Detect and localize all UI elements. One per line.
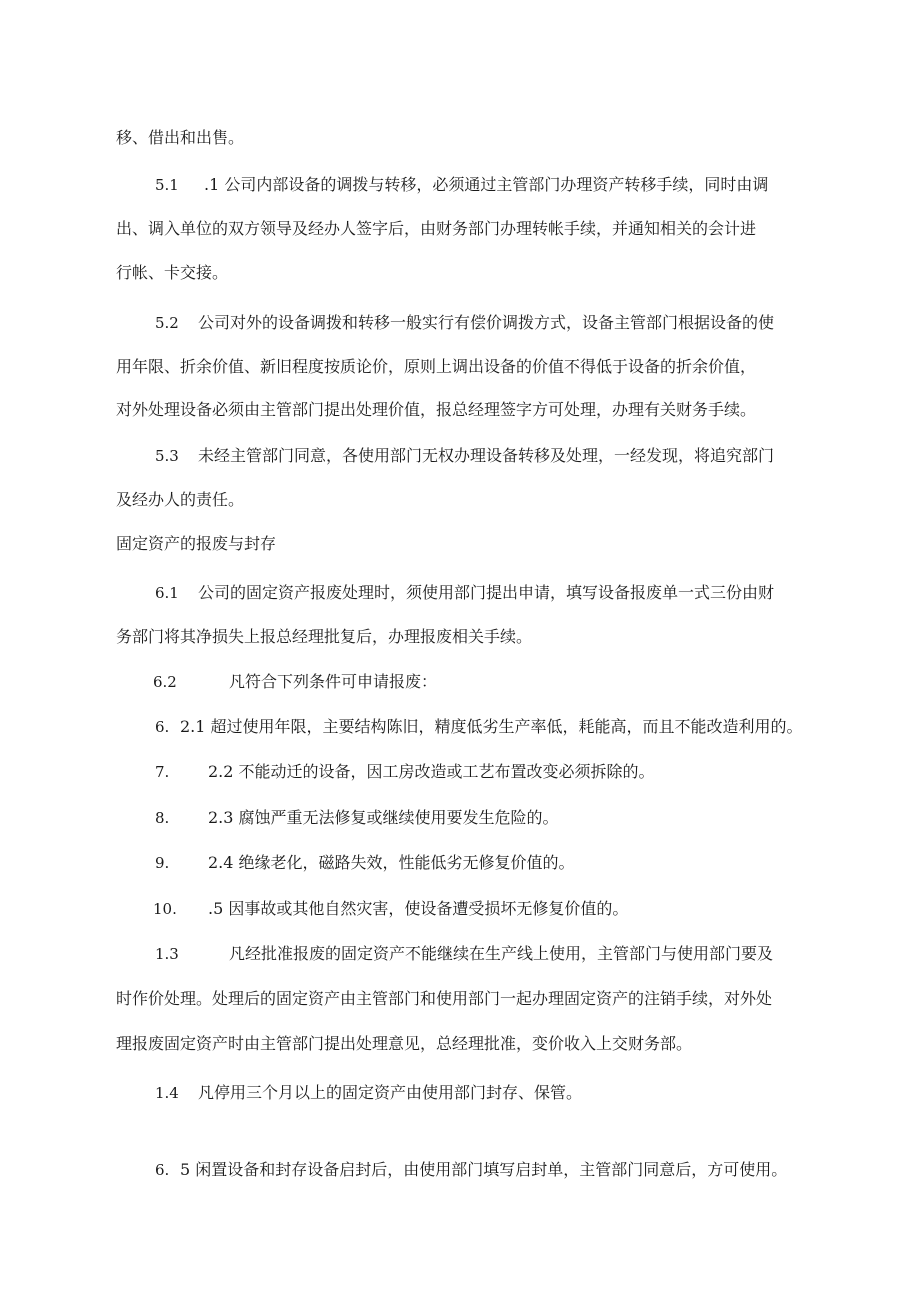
clause-5-1-line-2: 出、调入单位的双方领导及经办人签字后，由财务部门办理转帐手续，并通知相关的会计进: [116, 219, 757, 238]
clause-number-6-5: 6.: [155, 1161, 170, 1179]
paragraph-continuation: 移、借出和出售。: [116, 128, 245, 147]
clause-6-5-text: 5 闲置设备和封存设备启封后，由使用部门填写启封单，主管部门同意后，方可使用。: [180, 1160, 788, 1179]
list-item-number: 9.: [155, 854, 170, 872]
clause-5-2-line-3: 对外处理设备必须由主管部门提出处理价值，报总经理签字方可处理，办理有关财务手续。: [116, 400, 757, 419]
list-item-text: 2.1 超过使用年限，主要结构陈旧，精度低劣生产率低，耗能高，而且不能改造利用的。: [180, 717, 803, 736]
clause-5-3-line-2: 及经办人的责任。: [116, 490, 245, 509]
clause-number-1-3: 1.3: [155, 945, 179, 963]
clause-number-6-2: 6.2: [153, 673, 177, 691]
list-item-number: 10.: [153, 900, 177, 918]
list-item-text: .5 因事故或其他自然灾害，使设备遭受损坏无修复价值的。: [208, 899, 629, 918]
clause-5-2-line-1: 公司对外的设备调拨和转移一般实行有偿价调拨方式，设备主管部门根据设备的使: [198, 313, 775, 332]
list-item-number: 6.: [155, 718, 170, 736]
clause-5-2-line-2: 用年限、折余价值、新旧程度按质论价，原则上调出设备的价值不得低于设备的折余价值，: [116, 357, 757, 376]
clause-number-5-2: 5.2: [155, 314, 179, 332]
clause-1-3-line-1: 凡经批准报废的固定资产不能继续在生产线上使用，主管部门与使用部门要及: [229, 944, 774, 963]
list-item-text: 2.2 不能动迁的设备，因工房改造或工艺布置改变必须拆除的。: [208, 762, 655, 781]
clause-number-6-1: 6.1: [155, 584, 179, 602]
clause-6-1-line-2: 务部门将其净损失上报总经理批复后，办理报废相关手续。: [116, 627, 533, 646]
clause-1-4-text: 凡停用三个月以上的固定资产由使用部门封存、保管。: [198, 1083, 583, 1102]
clause-5-3-line-1: 未经主管部门同意，各使用部门无权办理设备转移及处理，一经发现，将追究部门: [198, 446, 775, 465]
list-item-number: 7.: [155, 763, 170, 781]
clause-number-1-4: 1.4: [155, 1084, 179, 1102]
clause-6-2-text: 凡符合下列条件可申请报废：: [229, 672, 438, 691]
clause-number-5-3: 5.3: [155, 447, 179, 465]
list-item-text: 2.4 绝缘老化，磁路失效，性能低劣无修复价值的。: [208, 853, 575, 872]
list-item-text: 2.3 腐蚀严重无法修复或继续使用要发生危险的。: [208, 808, 559, 827]
clause-1-3-line-2: 时作价处理。处理后的固定资产由主管部门和使用部门一起办理固定资产的注销手续，对外处: [116, 989, 773, 1008]
clause-5-1-line-3: 行帐、卡交接。: [116, 263, 229, 282]
clause-number-5-1: 5.1: [155, 176, 179, 194]
clause-5-1-line-1: .1 公司内部设备的调拨与转移，必须通过主管部门办理资产转移手续，同时由调: [204, 175, 769, 194]
clause-6-1-line-1: 公司的固定资产报废处理时，须使用部门提出申请，填写设备报废单一式三份由财: [198, 583, 775, 602]
list-item-number: 8.: [155, 809, 170, 827]
clause-1-3-line-3: 理报废固定资产时由主管部门提出处理意见，总经理批准，变价收入上交财务部。: [116, 1034, 693, 1053]
section-heading: 固定资产的报废与封存: [116, 534, 277, 553]
